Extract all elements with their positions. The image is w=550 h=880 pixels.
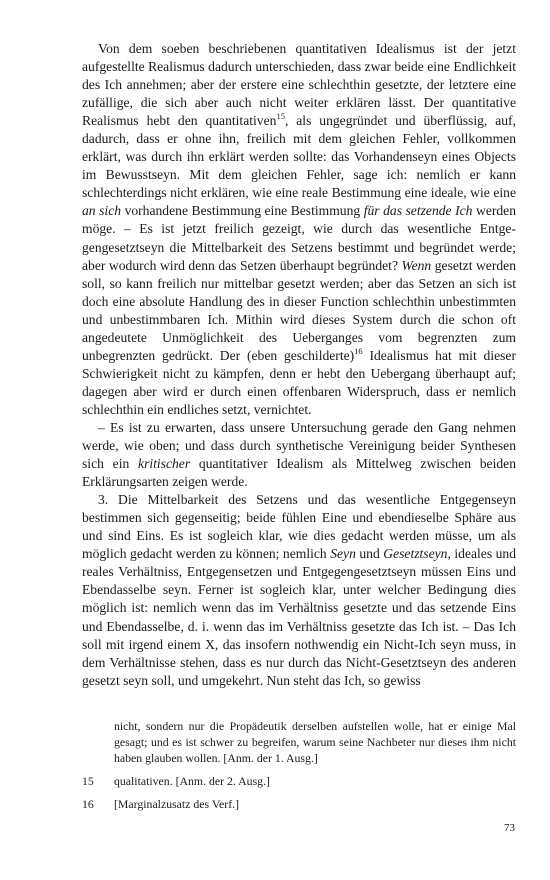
emphasis-text: für das setzende Ich <box>363 203 473 219</box>
text-run: quantitativer Idealism als Mittelweg zwischen beiden Erklärungsarten zeigen werde. <box>82 456 516 490</box>
page-number: 73 <box>504 822 515 834</box>
footnotes <box>82 718 516 812</box>
emphasis-text: kritischer <box>138 456 191 472</box>
body-paragraph <box>82 491 516 690</box>
footnote-reference: 16 <box>354 345 363 356</box>
footnote-number: 16 <box>82 797 94 811</box>
footnote-text: [Marginalzusatz des Verf.] <box>114 797 240 811</box>
emphasis-text: an sich <box>82 203 122 219</box>
text-run: werden möge. – Es ist jetzt freilich gezeigt, wie durch das wesentliche Entgegengesetztseyn die Mittelbarkeit des Setzens bestimmt und begründet werde; aber wodurch wird denn das Setzen überhaupt begründet? <box>82 203 517 273</box>
text-run: , ideales und reales Verhältniss, Entgegensetzen und Entgegengesetztseyn müssen Eins und Ebendasselbe seyn. Ferner ist sogleich klar, unter welcher Bedingung dies möglich ist: nemlich wenn das im Verhältniss gesetzte und das setzende Eins und Ebendasselbe, d. i. wenn das im Verhältniss gesetzte das Ich ist. – Das Ich soll mit irgend einem X, das insofern nothwendig ein Nicht-Ich seyn muss, in dem Verhältnisse stehen, dass es nur durch das Nicht-Gesetztseyn des anderen gesetzt seyn soll, und umgekehrt. Nun steht das Ich, so gewiss <box>82 546 516 688</box>
footnote-15 <box>82 773 516 789</box>
footnote-continuation: nicht, sondern nur die Propädeutik derselben aufstellen wolle, hat er einige Mal gesagt; und es ist schwer zu begreifen, warum seine Nachbeter nur dieses ihm nicht haben glauben wollen. [Anm. der 1. Ausg.] <box>114 719 516 765</box>
footnote-reference: 15 <box>276 111 285 122</box>
emphasis-text: Wenn <box>401 257 432 273</box>
text-run: und <box>355 546 384 562</box>
text-run: 3. Die Mittelbarkeit des Setzens und das wesentliche Entgegenseyn bestimmen sich gegenseitig; beide fühlen Eine und ebendieselbe Sphäre aus und sind Eins. Es ist sogleich klar, wie dies gedacht werden müsse, um als möglich gedacht werden zu können; nemlich <box>82 492 516 562</box>
body-paragraph <box>82 40 516 419</box>
text-run: , als ungegründet und überflüssig, auf, dadurch, dass er ohne ihn, freilich mit dem gleichen Fehler, vollkommen erklärt, was durch ihn erklärt werden sollte: das Vorhandenseyn eines Objects im Bewusstseyn. Mit dem gleichen Fehler, sage ich: nemlich er kann schlechterdings nicht erklären, wie eine reale Bestimmung eine ideale, wie eine <box>82 113 516 201</box>
main-text <box>82 40 516 690</box>
body-paragraph <box>82 419 516 491</box>
text-run: gesetzt werden soll, so kann freilich nur mittelbar gesetzt werden; aber das Setzen an sich ist doch eine absolute Handlung des in dieser Function schlechthin unbestimmten und unbestimmbaren Ich. Mithin wird dieses System durch die schon oft angedeutete Unmöglichkeit des Ueberganges vom begrenzten zum unbegrenzten gedrückt. Der (eben geschilderte) <box>82 257 516 363</box>
footnote-16 <box>82 796 516 812</box>
emphasis-text: Gesetztseyn <box>383 546 448 562</box>
text-run: Idealismus hat mit dieser Schwierigkeit nicht zu kämpfen, denn er hebt den Uebergang überhaupt auf; dagegen aber wird er durch einen offenbaren Widerspruch, dass er nemlich schlechthin ein endliches setzt, vernichtet. <box>82 347 516 417</box>
text-run: – Es ist zu erwarten, dass unsere Untersuchung gerade den Gang nehmen werde, wie oben; und dass durch synthetische Vereinigung beider Synthesen sich ein <box>82 419 516 472</box>
footnote-number: 15 <box>82 774 94 788</box>
text-run: vorhandene Bestimmung eine Bestimmung <box>121 203 364 219</box>
footnote-text: qualitativen. [Anm. der 2. Ausg.] <box>114 774 270 788</box>
emphasis-text: Seyn <box>330 546 356 562</box>
text-run: Von dem soeben beschriebenen quantitativen Idealismus ist der jetzt aufgestellte Realismus dadurch unterschieden, dass zwar beide eine Endlichkeit des Ich annehmen; aber der erstere eine schlechthin gesetzte, der letztere eine zufällige, die sich aber auch nicht weiter erklären lässt. Der quantitative Realismus hebt den quantitativen <box>82 41 516 129</box>
